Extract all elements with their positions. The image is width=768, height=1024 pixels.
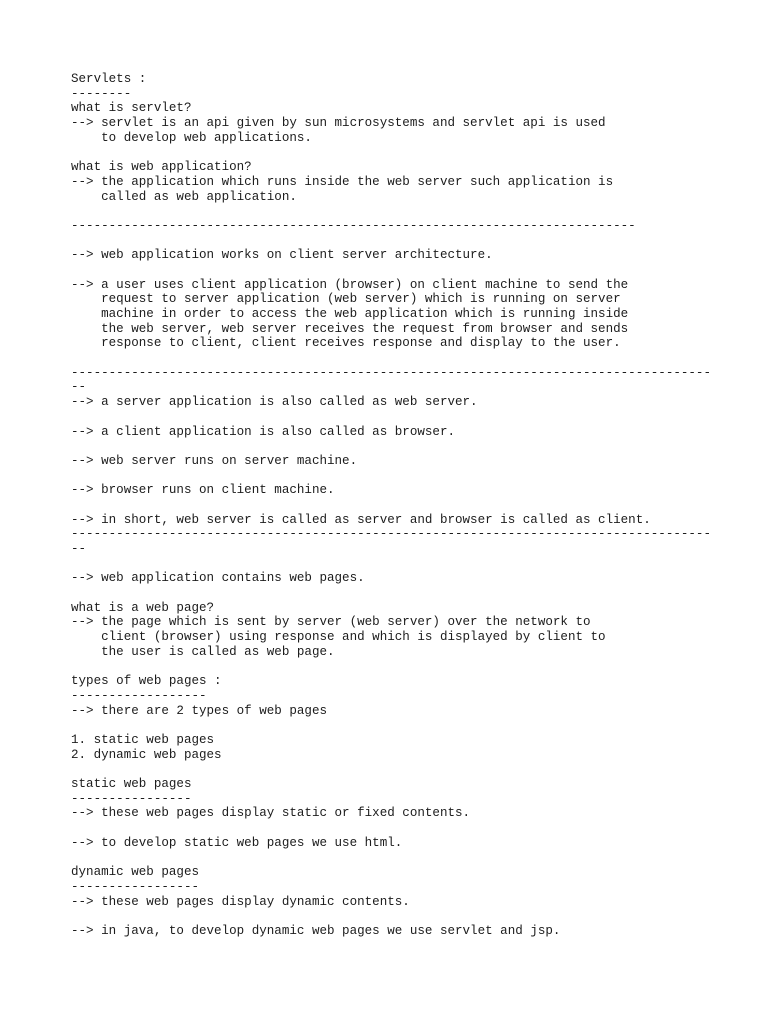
- bullet-line: --> web server runs on server machine.: [71, 453, 358, 468]
- answer-continuation-line: called as web application.: [71, 189, 297, 204]
- bullet-line: --> these web pages display dynamic contents.: [71, 894, 410, 909]
- bullet-line: --> a user uses client application (browser) on client machine to send the: [71, 277, 629, 292]
- bullet-line: --> web application works on client server architecture.: [71, 248, 493, 263]
- separator-line: -------------------------------------------------------------------------------------: [71, 365, 711, 380]
- heading-servlets: Servlets :: [71, 72, 147, 86]
- blank-line: [71, 469, 711, 484]
- blank-line: [71, 557, 711, 572]
- blank-line: [71, 718, 711, 733]
- heading-underline: --------: [71, 86, 132, 101]
- blank-line: [71, 586, 711, 601]
- section-underline: ----------------: [71, 791, 192, 806]
- blank-line: [71, 263, 711, 278]
- answer-line: --> the page which is sent by server (web server) over the network to: [71, 615, 591, 630]
- question-line: what is servlet?: [71, 101, 192, 116]
- blank-line: [71, 660, 711, 675]
- bullet-line: --> web application contains web pages.: [71, 571, 365, 586]
- numbered-item: 2. dynamic web pages: [71, 747, 222, 762]
- blank-line: [71, 351, 711, 366]
- blank-line: [71, 410, 711, 425]
- bullet-line: --> a server application is also called as web server.: [71, 395, 478, 410]
- bullet-continuation-line: machine in order to access the web application which is running inside: [71, 307, 629, 321]
- answer-line: --> servlet is an api given by sun microsystems and servlet api is used: [71, 116, 606, 131]
- blank-line: [71, 234, 711, 249]
- blank-line: [71, 498, 711, 513]
- section-heading: static web pages: [71, 777, 192, 791]
- blank-line: [71, 762, 711, 777]
- question-line: what is a web page?: [71, 600, 215, 615]
- blank-line: [71, 909, 711, 924]
- bullet-line: --> these web pages display static or fixed contents.: [71, 806, 471, 821]
- question-line: what is web application?: [71, 160, 252, 175]
- bullet-line: --> browser runs on client machine.: [71, 483, 335, 498]
- blank-line: [71, 204, 711, 219]
- answer-continuation-line: to develop web applications.: [71, 130, 312, 145]
- separator-wrap-line: --: [71, 380, 87, 395]
- bullet-line: --> to develop static web pages we use html.: [71, 835, 403, 850]
- blank-line: [71, 145, 711, 160]
- bullet-line: --> in short, web server is called as server and browser is called as client.: [71, 512, 651, 527]
- bullet-continuation-line: response to client, client receives response and display to the user.: [71, 336, 621, 351]
- separator-line: ---------------------------------------------------------------------------: [71, 218, 636, 233]
- section-underline: ------------------: [71, 688, 207, 703]
- bullet-continuation-line: the web server, web server receives the request from browser and sends: [71, 321, 629, 336]
- bullet-line: --> a client application is also called as browser.: [71, 424, 455, 439]
- section-heading: dynamic web pages: [71, 865, 199, 880]
- blank-line: [71, 439, 711, 454]
- document-body: [71, 72, 711, 939]
- separator-line: -------------------------------------------------------------------------------------: [71, 527, 711, 542]
- answer-continuation-line: the user is called as web page.: [71, 644, 335, 659]
- blank-line: [71, 850, 711, 865]
- bullet-continuation-line: request to server application (web server) which is running on server: [71, 292, 621, 307]
- answer-continuation-line: client (browser) using response and which is displayed by client to: [71, 630, 606, 645]
- separator-wrap-line: --: [71, 542, 87, 556]
- blank-line: [71, 821, 711, 836]
- numbered-item: 1. static web pages: [71, 732, 215, 747]
- section-heading: types of web pages :: [71, 674, 222, 689]
- bullet-line: --> there are 2 types of web pages: [71, 703, 327, 718]
- bullet-line: --> in java, to develop dynamic web pages we use servlet and jsp.: [71, 923, 561, 938]
- answer-line: --> the application which runs inside the web server such application is: [71, 174, 614, 189]
- section-underline: -----------------: [71, 879, 199, 894]
